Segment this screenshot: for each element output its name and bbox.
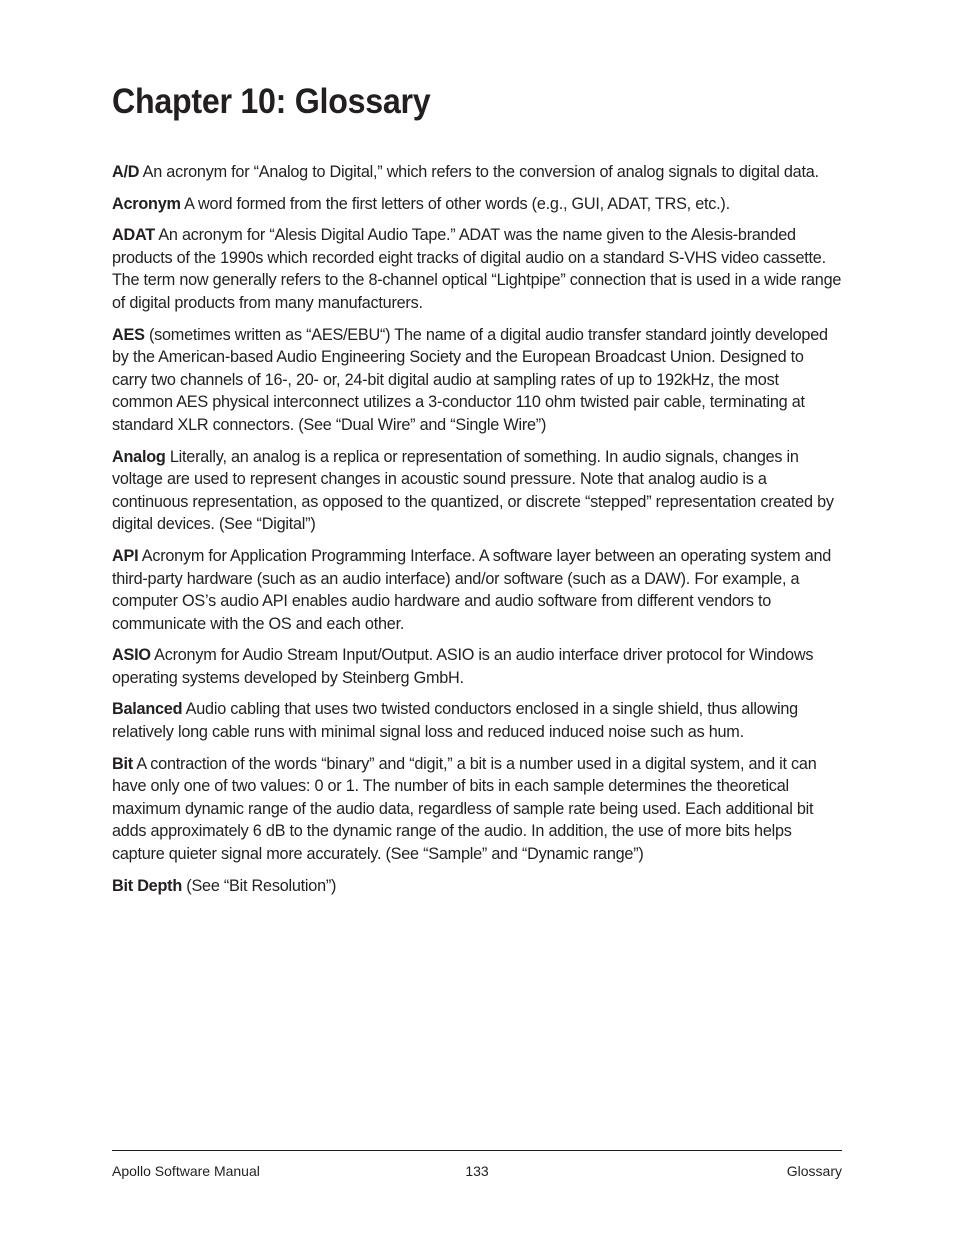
footer-manual-title: Apollo Software Manual — [112, 1163, 260, 1179]
glossary-definition: Acronym for Application Programming Interface. A software layer between an operating system and third-party hardware (such as an audio interface) and/or software (such as a DAW). For example, a computer OS’s audio API enables audio hardware and audio software from different vendors to communicate with the OS and each other. — [112, 545, 832, 633]
glossary-term: Balanced — [112, 699, 183, 719]
glossary-definition: A contraction of the words “binary” and “digit,” a bit is a number used in a digital system, and it can have only one of two values: 0 or 1. The number of bits in each sample determines the theoretical maximum dynamic range of the audio data, regardless of sample rate being used. Each additional bit adds approximately 6 dB to the dynamic range of the audio. In addition, the use of more bits helps capture quieter signal more accurately. (See “Sample” and “Dynamic range”) — [112, 753, 817, 864]
glossary-term: Bit Depth — [112, 875, 182, 895]
glossary-term: Acronym — [112, 193, 181, 213]
page-footer — [112, 1161, 842, 1181]
glossary-definition: (See “Bit Resolution”) — [186, 875, 337, 895]
glossary-entry — [112, 224, 843, 314]
glossary-definition: An acronym for “Alesis Digital Audio Tape.” ADAT was the name given to the Alesis-branded products of the 1990s which recorded eight tracks of digital audio on a standard S-VHS video cassette. The term now generally refers to the 8-channel optical “Lightpipe” connection that is used in a wide range of digital products from many manufacturers. — [112, 225, 842, 312]
glossary-entry — [112, 644, 843, 689]
glossary-term: A/D — [112, 162, 140, 181]
glossary-definition: (sometimes written as “AES/EBU“) The name of a digital audio transfer standard jointly developed by the American-based Audio Engineering Society and the European Broadcast Union. Designed to carry two channels of 16-, 20- or, 24-bit digital audio at sampling rates of up to 192kHz, the most common AES physical interconnect utilizes a 3-conductor 110 ohm twisted pair cable, terminating at standard XLR connectors. (See “Dual Wire” and “Single Wire”) — [112, 324, 828, 434]
glossary-term: ADAT — [112, 225, 155, 245]
page-title: Chapter 10: Glossary — [112, 82, 431, 121]
glossary-entry — [112, 545, 843, 635]
glossary-definition: Audio cabling that uses two twisted conductors enclosed in a single shield, thus allowing relatively long cable runs with minimal signal loss and reduced induced noise such as hum. — [112, 699, 798, 742]
glossary-entry — [112, 193, 843, 216]
footer-page-number: 133 — [465, 1163, 489, 1179]
glossary-entry — [112, 324, 843, 437]
glossary-entry — [112, 161, 843, 184]
glossary-definition: Acronym for Audio Stream Input/Output. ASIO is an audio interface driver protocol for Windows operating systems developed by Steinberg GmbH. — [112, 645, 814, 687]
glossary-list — [112, 161, 842, 906]
glossary-entry — [112, 698, 843, 743]
glossary-term: Bit — [112, 753, 133, 773]
glossary-definition: Literally, an analog is a replica or representation of something. In audio signals, changes in voltage are used to represent changes in acoustic sound pressure. Note that analog audio is a continuous representation, as opposed to the quantized, or discrete “stepped” representation created by digital devices. (See “Digital”) — [112, 446, 834, 534]
footer-section-name: Glossary — [786, 1163, 842, 1179]
glossary-entry — [112, 875, 843, 898]
glossary-definition: An acronym for “Analog to Digital,” which refers to the conversion of analog signals to digital data. — [142, 162, 819, 181]
glossary-term: Analog — [112, 446, 166, 466]
glossary-entry — [112, 446, 843, 536]
footer-divider — [112, 1150, 842, 1151]
glossary-term: API — [112, 545, 139, 565]
glossary-term: AES — [112, 324, 145, 344]
glossary-entry — [112, 753, 843, 866]
glossary-definition: A word formed from the first letters of other words (e.g., GUI, ADAT, TRS, etc.). — [184, 193, 730, 213]
glossary-term: ASIO — [112, 645, 151, 665]
